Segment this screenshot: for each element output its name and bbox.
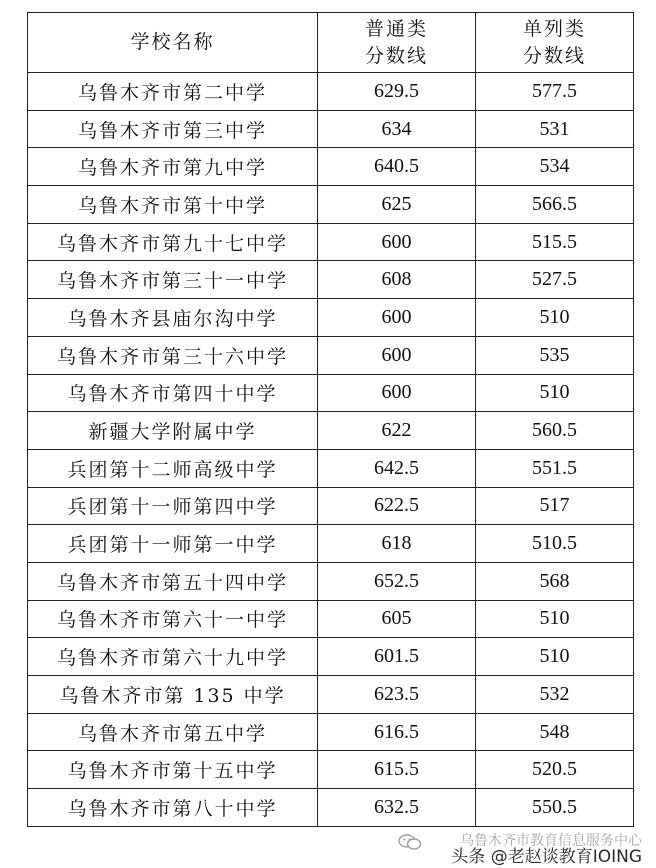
regular-score-cell: 608 [318, 261, 476, 299]
watermark-author-text: 头条 @老赵谈教育IOING [451, 847, 642, 867]
regular-score-cell: 652.5 [318, 562, 476, 600]
table-row [28, 676, 634, 714]
regular-score-cell: 642.5 [318, 449, 476, 487]
header-school-name: 学校名称 [28, 13, 318, 73]
regular-score-cell: 601.5 [318, 638, 476, 676]
separate-score-cell: 560.5 [476, 412, 634, 450]
separate-score-cell: 510 [476, 374, 634, 412]
regular-score-cell: 616.5 [318, 713, 476, 751]
separate-score-cell: 548 [476, 713, 634, 751]
regular-score-cell: 622.5 [318, 487, 476, 525]
watermark [0, 826, 656, 868]
table-row [28, 299, 634, 337]
school-name-cell: 乌鲁木齐市第三十一中学 [28, 261, 318, 299]
score-table [27, 12, 634, 827]
regular-score-cell: 629.5 [318, 73, 476, 111]
separate-score-cell: 520.5 [476, 751, 634, 789]
table-row [28, 562, 634, 600]
table-row [28, 73, 634, 111]
school-name-cell: 兵团第十一师第四中学 [28, 487, 318, 525]
regular-score-cell: 640.5 [318, 148, 476, 186]
table-row [28, 600, 634, 638]
header-regular-score [318, 13, 476, 73]
school-name-cell: 乌鲁木齐市第五中学 [28, 713, 318, 751]
school-name-cell: 乌鲁木齐市第四十中学 [28, 374, 318, 412]
school-name-cell: 乌鲁木齐市第六十九中学 [28, 638, 318, 676]
header-separate-line1: 单列类 [522, 17, 586, 40]
separate-score-cell: 568 [476, 562, 634, 600]
school-name-cell: 乌鲁木齐县庙尔沟中学 [28, 299, 318, 337]
separate-score-cell: 510.5 [476, 525, 634, 563]
regular-score-cell: 618 [318, 525, 476, 563]
regular-score-cell: 600 [318, 336, 476, 374]
school-name-cell: 乌鲁木齐市第九中学 [28, 148, 318, 186]
separate-score-cell: 535 [476, 336, 634, 374]
separate-score-cell: 566.5 [476, 186, 634, 224]
table-row [28, 186, 634, 224]
table-row [28, 638, 634, 676]
table-body [28, 73, 634, 827]
regular-score-cell: 600 [318, 299, 476, 337]
table-row [28, 261, 634, 299]
school-name-cell: 乌鲁木齐市第八十中学 [28, 789, 318, 827]
header-regular-line2: 分数线 [364, 44, 428, 67]
table-row [28, 449, 634, 487]
separate-score-cell: 527.5 [476, 261, 634, 299]
regular-score-cell: 625 [318, 186, 476, 224]
separate-score-cell: 510 [476, 600, 634, 638]
school-name-cell: 乌鲁木齐市第 135 中学 [28, 676, 318, 714]
table-row [28, 789, 634, 827]
separate-score-cell: 510 [476, 638, 634, 676]
separate-score-cell: 577.5 [476, 73, 634, 111]
table-row [28, 110, 634, 148]
table-row [28, 751, 634, 789]
table-row [28, 148, 634, 186]
separate-score-cell: 531 [476, 110, 634, 148]
school-name-cell: 乌鲁木齐市第三中学 [28, 110, 318, 148]
table-header-row [28, 13, 634, 73]
separate-score-cell: 532 [476, 676, 634, 714]
header-separate-line2: 分数线 [522, 44, 586, 67]
separate-score-cell: 551.5 [476, 449, 634, 487]
regular-score-cell: 600 [318, 223, 476, 261]
watermark-source-text: 乌鲁木齐市教育信息服务中心 [460, 833, 642, 849]
table-row [28, 223, 634, 261]
header-regular-line1: 普通类 [364, 17, 428, 40]
regular-score-cell: 632.5 [318, 789, 476, 827]
regular-score-cell: 615.5 [318, 751, 476, 789]
header-separate-score [476, 13, 634, 73]
separate-score-cell: 517 [476, 487, 634, 525]
separate-score-cell: 510 [476, 299, 634, 337]
school-name-cell: 兵团第十二师高级中学 [28, 449, 318, 487]
separate-score-cell: 515.5 [476, 223, 634, 261]
school-name-cell: 乌鲁木齐市第六十一中学 [28, 600, 318, 638]
school-name-cell: 乌鲁木齐市第五十四中学 [28, 562, 318, 600]
regular-score-cell: 622 [318, 412, 476, 450]
school-name-cell: 兵团第十一师第一中学 [28, 525, 318, 563]
table-row [28, 487, 634, 525]
school-name-cell: 乌鲁木齐市第九十七中学 [28, 223, 318, 261]
school-name-cell: 乌鲁木齐市第十中学 [28, 186, 318, 224]
separate-score-cell: 534 [476, 148, 634, 186]
regular-score-cell: 623.5 [318, 676, 476, 714]
school-name-cell: 乌鲁木齐市第三十六中学 [28, 336, 318, 374]
table-row [28, 525, 634, 563]
table-row [28, 374, 634, 412]
regular-score-cell: 605 [318, 600, 476, 638]
regular-score-cell: 600 [318, 374, 476, 412]
school-name-cell: 乌鲁木齐市第十五中学 [28, 751, 318, 789]
table-row [28, 713, 634, 751]
school-name-cell: 乌鲁木齐市第二中学 [28, 73, 318, 111]
table-row [28, 412, 634, 450]
wechat-icon [398, 834, 422, 850]
regular-score-cell: 634 [318, 110, 476, 148]
school-name-cell: 新疆大学附属中学 [28, 412, 318, 450]
table-row [28, 336, 634, 374]
separate-score-cell: 550.5 [476, 789, 634, 827]
